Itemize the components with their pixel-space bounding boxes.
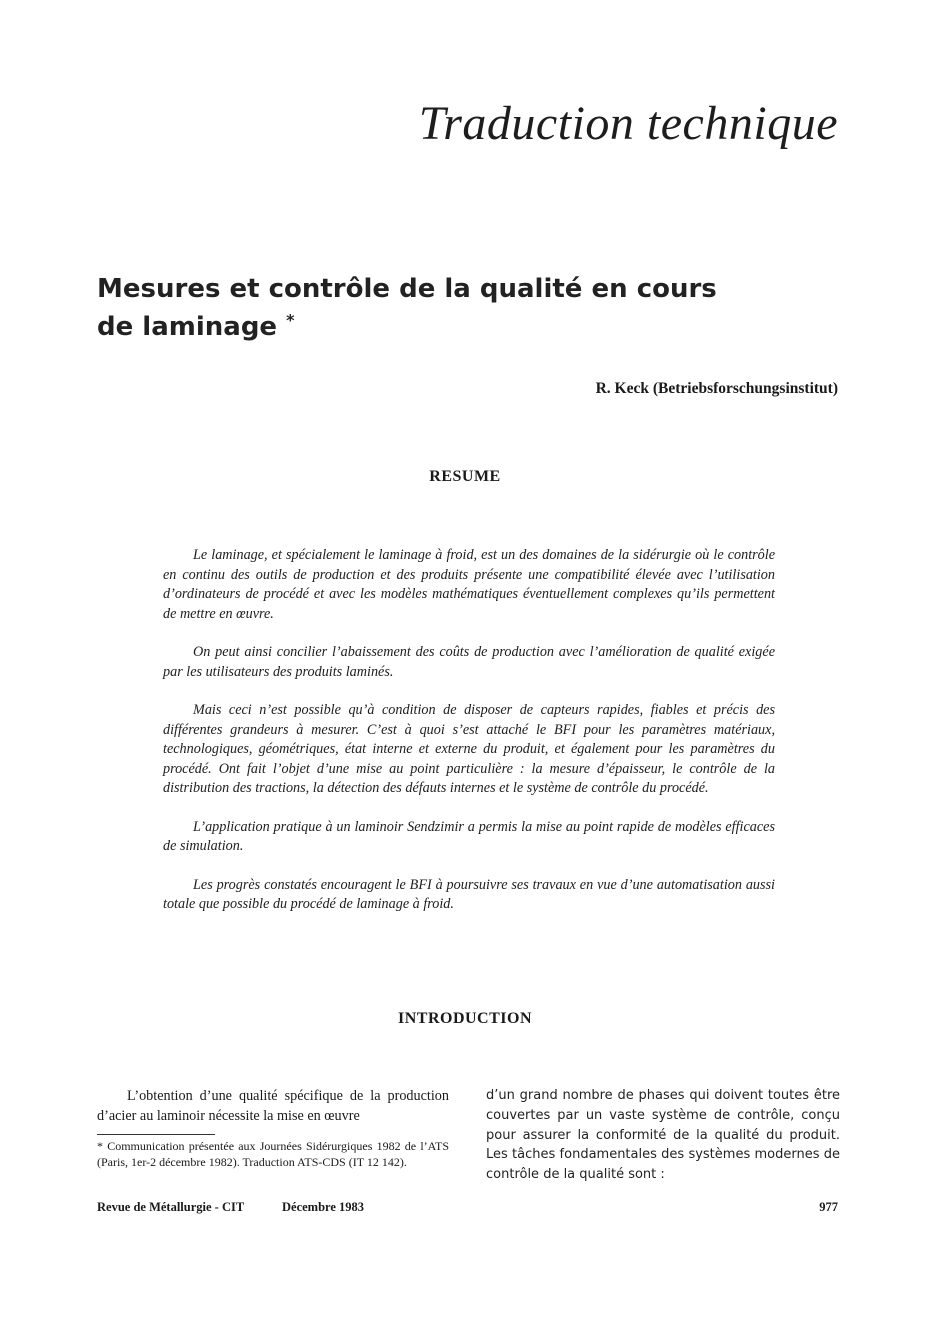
abstract-paragraph: L’application pratique à un laminoir Sendzimir a permis la mise au point rapide de modèles efficaces de simulation. <box>163 818 775 854</box>
intro-paragraph-left: L’obtention d’une qualité spécifique de la production d’acier au laminoir nécessite la mise en œuvre <box>97 1088 449 1124</box>
footer-date: Décembre 1983 <box>282 1200 365 1214</box>
right-column <box>486 1086 840 1185</box>
abstract-paragraph: Le laminage, et spécialement le laminage à froid, est un des domaines de la sidérurgie où le contrôle en continu des outils de production et des produits présente une compatibilité élevée avec l’utilisation d’ordinateurs de procédé et avec les modèles mathématiques éventuellement complexes qu’ils permettent de mettre en œuvre. <box>163 547 775 622</box>
footnote: * Communication présentée aux Journées Sidérurgiques 1982 de l’ATS (Paris, 1er-2 décembre 1982). Traduction ATS-CDS (IT 12 142). <box>97 1139 449 1169</box>
article-title-text-2: de laminage <box>97 312 278 342</box>
abstract-paragraph: Mais ceci n’est possible qu’à condition de disposer de capteurs rapides, fiables et précis des différentes grandeurs à mesurer. C’est à quoi s’est attaché le BFI pour les paramètres matériaux, technologiques, géométriques, état interne et externe du produit, et également pour les paramètres du procédé. Ont fait l’objet d’une mise au point particulière : la mesure d’épaisseur, le contrôle de la distribution des tractions, la détection des défauts internes et le système de contrôle du procédé. <box>163 702 775 796</box>
footer-journal: Revue de Métallurgie - CIT <box>97 1200 245 1214</box>
article-title <box>97 270 797 346</box>
left-column <box>97 1086 449 1170</box>
title-footnote-mark: * <box>286 310 295 330</box>
abstract-heading: RESUME <box>429 468 501 485</box>
intro-paragraph-right: d’un grand nombre de phases qui doivent toutes être couvertes par un vaste système de contrôle, conçu pour assurer la conformité de la qualité du produit. Les tâches fondamentales des systèmes modernes de contrôle de la qualité sont : <box>486 1088 840 1183</box>
footnote-divider <box>97 1134 215 1135</box>
article-title-line-2 <box>97 308 797 346</box>
author-line: R. Keck (Betriebsforschungsinstitut) <box>595 380 838 397</box>
abstract-paragraph: Les progrès constatés encouragent le BFI à poursuivre ses travaux en vue d’une automatisation aussi totale que possible du procédé de laminage à froid. <box>163 876 775 912</box>
abstract-paragraph: On peut ainsi concilier l’abaissement des coûts de production avec l’amélioration de qualité exigée par les utilisateurs des produits laminés. <box>163 644 775 680</box>
section-header: Traduction technique <box>418 97 838 150</box>
abstract-body <box>163 546 775 934</box>
article-title-line-1: Mesures et contrôle de la qualité en cours <box>97 274 717 304</box>
page-number: 977 <box>819 1200 838 1214</box>
introduction-heading: INTRODUCTION <box>397 1010 532 1027</box>
